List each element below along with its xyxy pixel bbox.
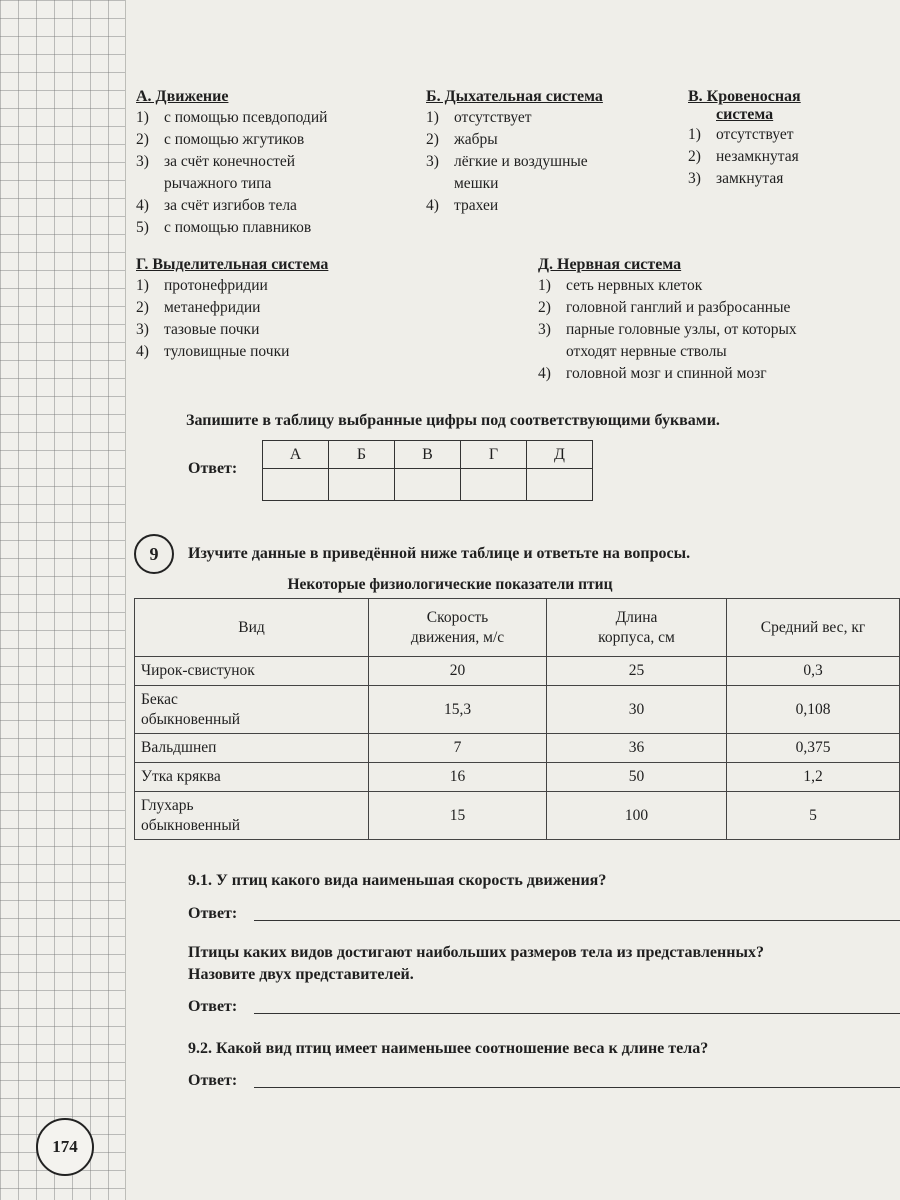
option: 2) метанефридии [136, 299, 261, 316]
answer-table [262, 440, 593, 501]
option: 5) с помощью плавников [136, 219, 312, 236]
option: рычажного типа [164, 175, 272, 192]
cell-length: 36 [547, 734, 727, 763]
bird-data-table [134, 598, 900, 840]
option: 1) сеть нервных клеток [538, 277, 703, 294]
answer-label: Ответ: [188, 998, 238, 1015]
answer-letter: Д [527, 441, 593, 469]
cell-speed: 15,3 [369, 686, 547, 734]
block-a-options [136, 107, 416, 239]
option: 1) отсутствует [688, 126, 794, 143]
table-row [135, 734, 900, 763]
cell-species: Глухарь обыкновенный [135, 792, 369, 840]
answer-cell[interactable] [329, 469, 395, 501]
page-number-badge: 174 [36, 1118, 94, 1176]
cell-weight: 0,108 [727, 686, 900, 734]
instruction-text: Запишите в таблицу выбранные цифры под соответствующими буквами. [186, 412, 720, 429]
cell-species: Вальдшнеп [135, 734, 369, 763]
cell-weight: 1,2 [727, 763, 900, 792]
option: мешки [454, 175, 499, 192]
answer-cell[interactable] [395, 469, 461, 501]
cell-length: 25 [547, 657, 727, 686]
option: 3) тазовые почки [136, 321, 260, 338]
option: 1) с помощью псевдоподий [136, 109, 328, 126]
answer-line-9-1b[interactable] [254, 1013, 900, 1014]
cell-species: Чирок-свистунок [135, 657, 369, 686]
col-header-length: Длина корпуса, см [547, 599, 727, 657]
answer-cell[interactable] [527, 469, 593, 501]
graph-paper-margin [0, 0, 126, 1200]
option: 1) отсутствует [426, 109, 532, 126]
option: 2) незамкнутая [688, 148, 799, 165]
workbook-page [126, 0, 900, 1200]
answer-label: Ответ: [188, 460, 238, 477]
block-b-options [426, 107, 666, 217]
cell-speed: 16 [369, 763, 547, 792]
block-g-options [136, 275, 476, 363]
block-b-header: Б. Дыхательная система [426, 88, 603, 105]
block-v-circulatory [688, 88, 888, 190]
answer-letter: Г [461, 441, 527, 469]
table-row [135, 657, 900, 686]
cell-species: Утка кряква [135, 763, 369, 792]
answer-letter: Б [329, 441, 395, 469]
block-v-options [688, 124, 888, 190]
answer-label: Ответ: [188, 1072, 238, 1089]
option: 2) головной ганглий и разбросанные [538, 299, 791, 316]
cell-weight: 0,375 [727, 734, 900, 763]
option: 3) лёгкие и воздушные [426, 153, 588, 170]
block-v-header-cont: система [716, 106, 774, 123]
table-row [135, 686, 900, 734]
question-9-1b: Птицы каких видов достигают наибольших размеров тела из представленных? Назовите двух представителей. [188, 944, 764, 983]
cell-weight: 5 [727, 792, 900, 840]
block-a-header: А. Движение [136, 88, 229, 105]
answer-label: Ответ: [188, 905, 238, 922]
task-number-badge: 9 [134, 534, 174, 574]
option: 3) замкнутая [688, 170, 784, 187]
option: 4) туловищные почки [136, 343, 290, 360]
block-v-header: В. Кровеносная [688, 88, 801, 105]
table-row [135, 763, 900, 792]
question-9-1: 9.1. У птиц какого вида наименьшая скорость движения? [188, 872, 607, 889]
option: 2) жабры [426, 131, 498, 148]
col-header-speed: Скорость движения, м/с [369, 599, 547, 657]
table-row [135, 792, 900, 840]
option: 4) за счёт изгибов тела [136, 197, 297, 214]
table-title: Некоторые физиологические показатели птиц [287, 576, 613, 593]
option: 2) с помощью жгутиков [136, 131, 305, 148]
cell-speed: 15 [369, 792, 547, 840]
cell-speed: 7 [369, 734, 547, 763]
block-a-movement [136, 88, 416, 239]
answer-line-9-1[interactable] [254, 920, 900, 921]
block-d-nervous [538, 256, 900, 385]
block-d-options [538, 275, 900, 385]
col-header-species: Вид [135, 599, 369, 657]
block-d-header: Д. Нервная система [538, 256, 682, 273]
option: 4) трахеи [426, 197, 499, 214]
task9-prompt: Изучите данные в приведённой ниже таблице и ответьте на вопросы. [188, 545, 691, 562]
answer-letter: В [395, 441, 461, 469]
cell-length: 30 [547, 686, 727, 734]
option: 3) парные головные узлы, от которых [538, 321, 797, 338]
table-header-row [135, 599, 900, 657]
answer-letter: А [263, 441, 329, 469]
block-g-header: Г. Выделительная система [136, 256, 329, 273]
cell-speed: 20 [369, 657, 547, 686]
option: 3) за счёт конечностей [136, 153, 296, 170]
cell-length: 100 [547, 792, 727, 840]
question-9-2: 9.2. Какой вид птиц имеет наименьшее соотношение веса к длине тела? [188, 1040, 709, 1057]
cell-species: Бекас обыкновенный [135, 686, 369, 734]
block-g-excretory [136, 256, 476, 363]
cell-length: 50 [547, 763, 727, 792]
cell-weight: 0,3 [727, 657, 900, 686]
col-header-weight: Средний вес, кг [727, 599, 900, 657]
block-b-respiratory [426, 88, 666, 217]
option: 4) головной мозг и спинной мозг [538, 365, 767, 382]
option: отходят нервные стволы [566, 343, 727, 360]
answer-cell[interactable] [263, 469, 329, 501]
answer-line-9-2[interactable] [254, 1087, 900, 1088]
answer-cell[interactable] [461, 469, 527, 501]
option: 1) протонефридии [136, 277, 268, 294]
